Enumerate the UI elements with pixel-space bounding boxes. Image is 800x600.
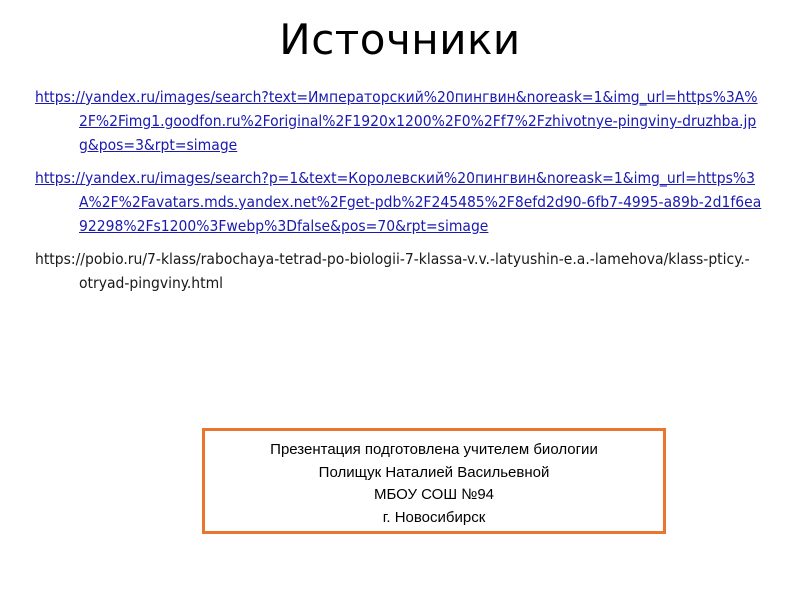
credits-line-role: Презентация подготовлена учителем биологии xyxy=(270,441,598,458)
sources-list xyxy=(35,85,765,304)
source-link-2[interactable]: https://yandex.ru/images/search?p=1&text=Королевский%20пингвин&noreask=1&img_url=https%3A%2F%2Favatars.mds.yandex.net%2Fget-pdb%2F245485%2F8efd2d90-6fb7-4995-a89b-2d1f6ea92298%2Fs1200%3Fwebp%3Dfalse&pos=70&rpt=simage xyxy=(35,169,762,235)
credits-line-author: Полищук Наталией Васильевной xyxy=(318,463,550,481)
author-credits-box xyxy=(202,428,666,534)
credits-line-city: г. Новосибирск xyxy=(382,508,486,526)
source-text-3: https://pobio.ru/7-klass/rabochaya-tetrad-po-biologii-7-klassa-v.v.-latyushin-e.a.-lamehova/klass-pticy.-otryad-pingviny.html xyxy=(35,250,750,292)
credits-line-school: МБОУ СОШ №94 xyxy=(373,486,495,503)
slide-title: Источники xyxy=(279,15,521,64)
source-link-1[interactable]: https://yandex.ru/images/search?text=Императорский%20пингвин&noreask=1&img_url=https%3A%2F%2Fimg1.goodfon.ru%2Foriginal%2F1920x1200%2F0%2Ff7%2Fzhivotnye-pingviny-druzhba.jpg&pos=3&rpt=simage xyxy=(35,88,758,154)
